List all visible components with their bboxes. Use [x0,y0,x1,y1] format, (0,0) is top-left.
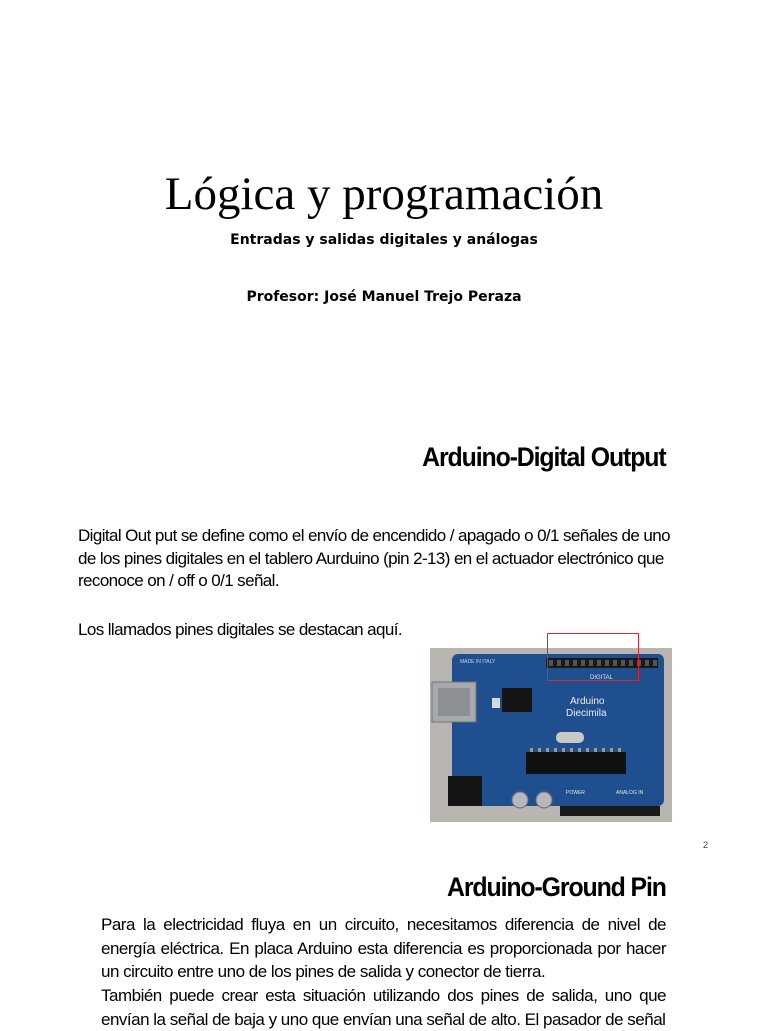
ground-pin-paragraph-1: Para la electricidad fluya en un circuito, necesitamos diferencia de nivel de energía eléctrica. En placa Arduino esta diferencia es proporcionada por hacer un circuito entre uno de los pines de salida y conector de tierra. [101,915,666,981]
digital-output-heading: Arduino-Digital Output [422,442,666,472]
board-label-power: POWER [566,790,585,796]
digital-pins-highlight-box [547,633,639,681]
cover-title: Lógica y programación [164,168,604,220]
digital-output-paragraph-1: Digital Out put se define como el envío de encendido / apagado o 0/1 señales de uno de los pines digitales en el tablero Aurduino (pin 2-13) en el actuador electrónico que reconoce on / off o 0/1 señal. [78,526,670,590]
digital-output-paragraph-2: Los llamados pines digitales se destacan aquí. [78,620,402,639]
board-label-digital: DIGITAL [590,675,613,681]
board-label-diecimila: Diecimila [566,708,607,719]
ground-pin-heading: Arduino-Ground Pin [447,872,666,902]
cover-professor: Profesor: José Manuel Trejo Peraza [246,289,522,305]
page-number: 2 [703,840,709,850]
cover-subtitle: Entradas y salidas digitales y análogas [230,232,538,248]
board-label-arduino: Arduino [570,696,605,707]
board-label-made-in: MADE IN ITALY [460,659,496,665]
board-label-analog: ANALOG IN [616,790,644,796]
ground-pin-paragraph-2: También puede crear esta situación utilizando dos pines de salida, uno que envían la señal de baja y uno que envían una señal de alto. El pasador de señal [101,986,666,1029]
